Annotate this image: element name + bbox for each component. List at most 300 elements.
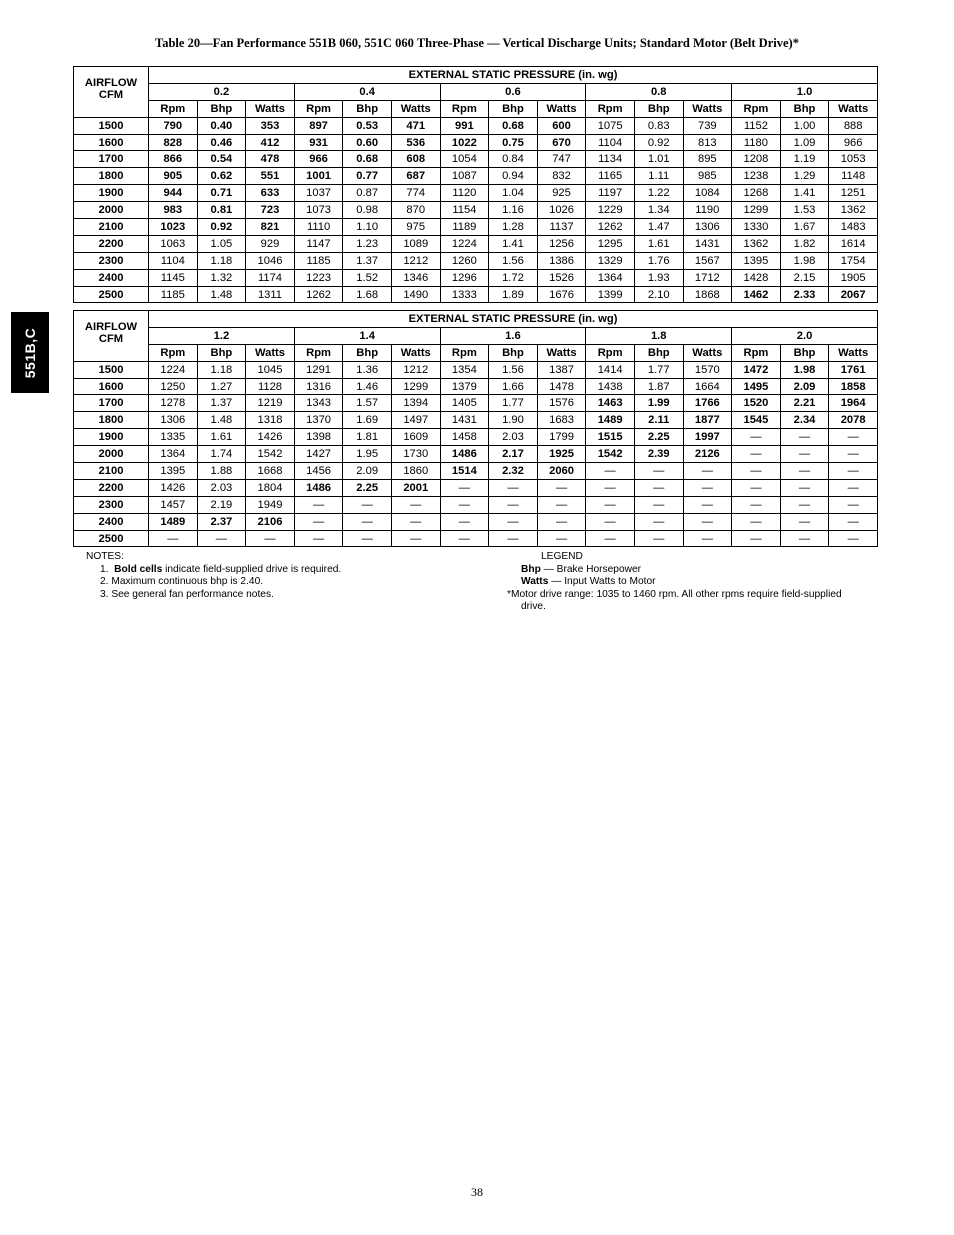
table-cell: 1609 <box>391 429 440 446</box>
table-cell: 1251 <box>829 185 878 202</box>
table-cell: 2067 <box>829 286 878 303</box>
table-cell: 991 <box>440 117 489 134</box>
table-cell: 1.77 <box>489 395 538 412</box>
table-cell: 1860 <box>391 463 440 480</box>
table-row <box>74 395 878 412</box>
table-cell: 0.77 <box>343 168 392 185</box>
note-1-bold: Bold cells <box>114 563 163 575</box>
table-cell: 1.95 <box>343 446 392 463</box>
table-cell: 0.46 <box>197 134 246 151</box>
table-cell: 1238 <box>732 168 781 185</box>
table-row <box>74 463 878 480</box>
table-cell: 2078 <box>829 412 878 429</box>
table-cell: 985 <box>683 168 732 185</box>
table-cell: 2060 <box>537 463 586 480</box>
pressure-header: 0.6 <box>440 83 586 100</box>
airflow-cfm-cell: 1900 <box>74 185 149 202</box>
table-cell: 1110 <box>294 219 343 236</box>
table-cell: — <box>780 496 829 513</box>
table-cell: 1219 <box>246 395 295 412</box>
table-cell: — <box>829 513 878 530</box>
table-cell: 2126 <box>683 446 732 463</box>
note-1-text: indicate field-supplied drive is required. <box>162 563 342 575</box>
pressure-header: 2.0 <box>732 327 878 344</box>
table-cell: 1189 <box>440 219 489 236</box>
table-cell: 2.15 <box>780 269 829 286</box>
note-1-number: 1. <box>100 563 109 575</box>
watts-column-header: Watts <box>246 100 295 117</box>
table-cell: 1905 <box>829 269 878 286</box>
table-cell: 0.68 <box>343 151 392 168</box>
table-cell: 1152 <box>732 117 781 134</box>
bhp-column-header: Bhp <box>489 100 538 117</box>
table-cell: 1318 <box>246 412 295 429</box>
table-row <box>74 286 878 303</box>
table-cell: 1053 <box>829 151 878 168</box>
table-cell: — <box>294 496 343 513</box>
table-cell: 2.25 <box>634 429 683 446</box>
table-cell: 1395 <box>732 252 781 269</box>
table-cell: 1260 <box>440 252 489 269</box>
table-cell: 353 <box>246 117 295 134</box>
airflow-cfm-cell: 2100 <box>74 219 149 236</box>
table-row <box>74 446 878 463</box>
airflow-cfm-cell: 1900 <box>74 429 149 446</box>
rpm-column-header: Rpm <box>440 344 489 361</box>
airflow-cfm-cell: 2500 <box>74 286 149 303</box>
table-cell: 1.76 <box>634 252 683 269</box>
table-cell: — <box>440 496 489 513</box>
table-cell: 1.48 <box>197 412 246 429</box>
table-cell: 1730 <box>391 446 440 463</box>
table-cell: 1.74 <box>197 446 246 463</box>
airflow-cfm-cell: 2400 <box>74 269 149 286</box>
table-cell: 1486 <box>440 446 489 463</box>
table-cell: — <box>343 496 392 513</box>
table-cell: 1664 <box>683 378 732 395</box>
pressure-header: 1.0 <box>732 83 878 100</box>
table-cell: 1137 <box>537 219 586 236</box>
table-cell: 813 <box>683 134 732 151</box>
airflow-cfm-cell: 1600 <box>74 134 149 151</box>
table-cell: 2.11 <box>634 412 683 429</box>
table-cell: — <box>391 530 440 547</box>
table-cell: 1495 <box>732 378 781 395</box>
table-cell: — <box>440 513 489 530</box>
pressure-header: 1.8 <box>586 327 732 344</box>
table-cell: — <box>489 496 538 513</box>
footnote-mark: * <box>507 588 511 600</box>
airflow-header-line-1: AIRFLOW <box>84 321 138 333</box>
notes <box>86 551 341 601</box>
table-cell: — <box>489 479 538 496</box>
watts-column-header: Watts <box>391 344 440 361</box>
table-cell: 1964 <box>829 395 878 412</box>
table-cell: 551 <box>246 168 295 185</box>
table-cell: 975 <box>391 219 440 236</box>
notes-heading: NOTES: <box>86 551 124 562</box>
table-cell: 608 <box>391 151 440 168</box>
table-cell: 1299 <box>391 378 440 395</box>
table-cell: 0.60 <box>343 134 392 151</box>
table-cell: 1.37 <box>197 395 246 412</box>
table-cell: — <box>634 496 683 513</box>
table-cell: 1526 <box>537 269 586 286</box>
table-cell: 2.37 <box>197 513 246 530</box>
table-cell: 1022 <box>440 134 489 151</box>
table-cell: — <box>780 463 829 480</box>
table-cell: 687 <box>391 168 440 185</box>
table-row <box>74 496 878 513</box>
table-cell: 1364 <box>586 269 635 286</box>
table-cell: — <box>780 479 829 496</box>
table-cell: 931 <box>294 134 343 151</box>
footnote-line-1: Motor drive range: 1035 to 1460 rpm. All other rpms require field-supplied <box>510 588 842 600</box>
table-cell: 1.77 <box>634 361 683 378</box>
table-cell: 1165 <box>586 168 635 185</box>
table-cell: 1037 <box>294 185 343 202</box>
airflow-header <box>74 311 149 362</box>
table-cell: 1.89 <box>489 286 538 303</box>
legend-watts-term: Watts <box>521 576 549 587</box>
table-row <box>74 219 878 236</box>
table-cell: 1.37 <box>343 252 392 269</box>
airflow-cfm-cell: 1800 <box>74 168 149 185</box>
bhp-column-header: Bhp <box>634 344 683 361</box>
bhp-column-header: Bhp <box>634 100 683 117</box>
legend-watts <box>507 576 842 589</box>
legend <box>507 551 842 614</box>
rpm-column-header: Rpm <box>586 100 635 117</box>
table-cell: 1295 <box>586 235 635 252</box>
table-row <box>74 513 878 530</box>
table-cell: — <box>586 513 635 530</box>
table-cell: 1346 <box>391 269 440 286</box>
table-cell: 1489 <box>149 513 198 530</box>
side-tab-label: 551B,C <box>22 327 38 378</box>
bhp-column-header: Bhp <box>343 344 392 361</box>
table-cell: 1.41 <box>489 235 538 252</box>
pressure-header: 0.4 <box>294 83 440 100</box>
table-cell: 1414 <box>586 361 635 378</box>
table-cell: 1799 <box>537 429 586 446</box>
table-cell: 1.41 <box>780 185 829 202</box>
table-cell: 1296 <box>440 269 489 286</box>
table-cell: 1683 <box>537 412 586 429</box>
table-cell: 0.81 <box>197 202 246 219</box>
table-cell: 1997 <box>683 429 732 446</box>
table-cell: 1754 <box>829 252 878 269</box>
table-cell: 0.87 <box>343 185 392 202</box>
pressure-header: 1.6 <box>440 327 586 344</box>
table-row <box>74 168 878 185</box>
table-cell: 2.33 <box>780 286 829 303</box>
airflow-cfm-cell: 2200 <box>74 235 149 252</box>
table-cell: 1.18 <box>197 361 246 378</box>
table-cell: 1026 <box>537 202 586 219</box>
table-cell: 1431 <box>440 412 489 429</box>
table-cell: 929 <box>246 235 295 252</box>
bhp-column-header: Bhp <box>197 344 246 361</box>
table-row <box>74 412 878 429</box>
table-cell: 1364 <box>149 446 198 463</box>
table-cell: 1.98 <box>780 361 829 378</box>
table-cell: 1180 <box>732 134 781 151</box>
table-cell: 1.16 <box>489 202 538 219</box>
airflow-cfm-cell: 1700 <box>74 151 149 168</box>
airflow-cfm-cell: 2300 <box>74 252 149 269</box>
table-cell: 774 <box>391 185 440 202</box>
table-cell: 1483 <box>829 219 878 236</box>
footnote-line-2: drive. <box>521 601 546 612</box>
table-cell: 2.09 <box>780 378 829 395</box>
table-cell: 1394 <box>391 395 440 412</box>
table-cell: — <box>391 513 440 530</box>
table-cell: 1.88 <box>197 463 246 480</box>
table-cell: 1001 <box>294 168 343 185</box>
esp-header: EXTERNAL STATIC PRESSURE (in. wg) <box>149 67 878 84</box>
table-cell: — <box>537 479 586 496</box>
table-cell: 0.75 <box>489 134 538 151</box>
table-cell: 1224 <box>149 361 198 378</box>
rpm-column-header: Rpm <box>732 344 781 361</box>
bhp-column-header: Bhp <box>780 344 829 361</box>
table-cell: 1405 <box>440 395 489 412</box>
table-cell: 1428 <box>732 269 781 286</box>
table-cell: 905 <box>149 168 198 185</box>
airflow-cfm-cell: 2200 <box>74 479 149 496</box>
table-cell: 1075 <box>586 117 635 134</box>
table-cell: 1335 <box>149 429 198 446</box>
table-row <box>74 378 878 395</box>
watts-column-header: Watts <box>537 100 586 117</box>
table-cell: 1333 <box>440 286 489 303</box>
table-cell: 1311 <box>246 286 295 303</box>
watts-column-header: Watts <box>391 100 440 117</box>
table-cell: 1.90 <box>489 412 538 429</box>
table-cell: 0.84 <box>489 151 538 168</box>
table-cell: — <box>683 530 732 547</box>
table-cell: — <box>440 479 489 496</box>
table-cell: 1542 <box>246 446 295 463</box>
note-2: 2. Maximum continuous bhp is 2.40. <box>100 576 264 587</box>
airflow-cfm-cell: 2300 <box>74 496 149 513</box>
table-cell: 1.72 <box>489 269 538 286</box>
table-cell: — <box>149 530 198 547</box>
table-cell: 1223 <box>294 269 343 286</box>
table-cell: — <box>634 530 683 547</box>
airflow-cfm-cell: 2500 <box>74 530 149 547</box>
table-cell: 1212 <box>391 252 440 269</box>
bhp-column-header: Bhp <box>780 100 829 117</box>
table-cell: 1472 <box>732 361 781 378</box>
table-cell: — <box>343 513 392 530</box>
table-cell: 821 <box>246 219 295 236</box>
bhp-column-header: Bhp <box>489 344 538 361</box>
pressure-header: 1.2 <box>149 327 295 344</box>
table-cell: 1262 <box>294 286 343 303</box>
table-cell: — <box>197 530 246 547</box>
table-cell: 895 <box>683 151 732 168</box>
table-cell: 1.47 <box>634 219 683 236</box>
table-cell: 870 <box>391 202 440 219</box>
table-cell: 2.17 <box>489 446 538 463</box>
table-cell: — <box>294 530 343 547</box>
table-row <box>74 530 878 547</box>
table-cell: 1387 <box>537 361 586 378</box>
table-cell: 1478 <box>537 378 586 395</box>
table-cell: 1.34 <box>634 202 683 219</box>
table-cell: — <box>537 496 586 513</box>
table-cell: 1456 <box>294 463 343 480</box>
table-cell: 633 <box>246 185 295 202</box>
pressure-header: 0.2 <box>149 83 295 100</box>
table-cell: 0.54 <box>197 151 246 168</box>
table-cell: — <box>634 479 683 496</box>
table-cell: 1.56 <box>489 252 538 269</box>
table-cell: 1343 <box>294 395 343 412</box>
table-cell: 1379 <box>440 378 489 395</box>
table-cell: 1426 <box>149 479 198 496</box>
table-cell: — <box>829 463 878 480</box>
table-cell: — <box>732 463 781 480</box>
table-cell: 1185 <box>149 286 198 303</box>
note-1 <box>86 564 341 577</box>
table-cell: 2.10 <box>634 286 683 303</box>
table-cell: — <box>586 479 635 496</box>
table-cell: 536 <box>391 134 440 151</box>
legend-heading: LEGEND <box>541 551 583 562</box>
table-cell: 1147 <box>294 235 343 252</box>
table-cell: 1398 <box>294 429 343 446</box>
airflow-header-line-1: AIRFLOW <box>84 77 138 89</box>
table-cell: 1330 <box>732 219 781 236</box>
table-cell: 1268 <box>732 185 781 202</box>
airflow-cfm-cell: 1500 <box>74 117 149 134</box>
table-cell: 1278 <box>149 395 198 412</box>
table-cell: 1208 <box>732 151 781 168</box>
watts-column-header: Watts <box>537 344 586 361</box>
rpm-column-header: Rpm <box>149 344 198 361</box>
table-cell: — <box>440 530 489 547</box>
table-cell: 1399 <box>586 286 635 303</box>
table-cell: — <box>829 496 878 513</box>
table-cell: 1.67 <box>780 219 829 236</box>
table-cell: 0.71 <box>197 185 246 202</box>
table-cell: 1.48 <box>197 286 246 303</box>
table-cell: 1134 <box>586 151 635 168</box>
table-cell: 1.81 <box>343 429 392 446</box>
table-cell: 1668 <box>246 463 295 480</box>
side-tab <box>11 312 49 393</box>
airflow-cfm-cell: 1800 <box>74 412 149 429</box>
table-cell: 1567 <box>683 252 732 269</box>
table-cell: 944 <box>149 185 198 202</box>
airflow-cfm-cell: 2000 <box>74 446 149 463</box>
table-cell: 1486 <box>294 479 343 496</box>
table-cell: — <box>489 513 538 530</box>
table-cell: 0.40 <box>197 117 246 134</box>
table-cell: 0.98 <box>343 202 392 219</box>
table-cell: 790 <box>149 117 198 134</box>
table-cell: 1.36 <box>343 361 392 378</box>
table-cell: 2.25 <box>343 479 392 496</box>
table-cell: 1.22 <box>634 185 683 202</box>
table-cell: — <box>683 463 732 480</box>
table-title: Table 20—Fan Performance 551B 060, 551C 060 Three-Phase — Vertical Discharge Units; Standard Motor (Belt Drive)* <box>155 36 799 50</box>
fan-performance-table-low <box>73 66 878 303</box>
table-cell: 1712 <box>683 269 732 286</box>
table-cell: — <box>634 463 683 480</box>
table-cell: 1362 <box>732 235 781 252</box>
table-cell: 1354 <box>440 361 489 378</box>
table-cell: 1.87 <box>634 378 683 395</box>
table-cell: 1.53 <box>780 202 829 219</box>
table-cell: 1.93 <box>634 269 683 286</box>
table-cell: — <box>780 513 829 530</box>
table-cell: 0.92 <box>197 219 246 236</box>
table-cell: 1925 <box>537 446 586 463</box>
pressure-header: 1.4 <box>294 327 440 344</box>
table-row <box>74 361 878 378</box>
table-cell: — <box>829 530 878 547</box>
table-cell: 0.83 <box>634 117 683 134</box>
table-cell: 1190 <box>683 202 732 219</box>
table-cell: 478 <box>246 151 295 168</box>
table-cell: 1.66 <box>489 378 538 395</box>
page-number: 38 <box>471 1185 483 1199</box>
table-cell: 2.32 <box>489 463 538 480</box>
table-cell: 1520 <box>732 395 781 412</box>
table-cell: 1.29 <box>780 168 829 185</box>
table-cell: 670 <box>537 134 586 151</box>
table-cell: 1084 <box>683 185 732 202</box>
table-cell: 1858 <box>829 378 878 395</box>
table-cell: 2.39 <box>634 446 683 463</box>
rpm-column-header: Rpm <box>294 100 343 117</box>
fan-performance-table-high <box>73 310 878 547</box>
table-cell: 2.34 <box>780 412 829 429</box>
table-cell: — <box>829 479 878 496</box>
table-cell: 1.05 <box>197 235 246 252</box>
table-cell: 1256 <box>537 235 586 252</box>
table-cell: 1.99 <box>634 395 683 412</box>
table-row <box>74 134 878 151</box>
table-cell: 1154 <box>440 202 489 219</box>
table-cell: 1.23 <box>343 235 392 252</box>
table-cell: 1145 <box>149 269 198 286</box>
table-cell: 1542 <box>586 446 635 463</box>
table-row <box>74 151 878 168</box>
bhp-column-header: Bhp <box>343 100 392 117</box>
table-cell: 1489 <box>586 412 635 429</box>
table-cell: 1490 <box>391 286 440 303</box>
table-cell: 866 <box>149 151 198 168</box>
table-cell: 1224 <box>440 235 489 252</box>
table-cell: 1386 <box>537 252 586 269</box>
table-row <box>74 269 878 286</box>
table-cell: 1515 <box>586 429 635 446</box>
table-cell: 1.09 <box>780 134 829 151</box>
legend-bhp <box>507 564 842 577</box>
table-cell: 1104 <box>149 252 198 269</box>
table-cell: 1174 <box>246 269 295 286</box>
table-cell: 1804 <box>246 479 295 496</box>
table-cell: 1045 <box>246 361 295 378</box>
table-cell: 828 <box>149 134 198 151</box>
table-cell: 1457 <box>149 496 198 513</box>
table-cell: 1463 <box>586 395 635 412</box>
